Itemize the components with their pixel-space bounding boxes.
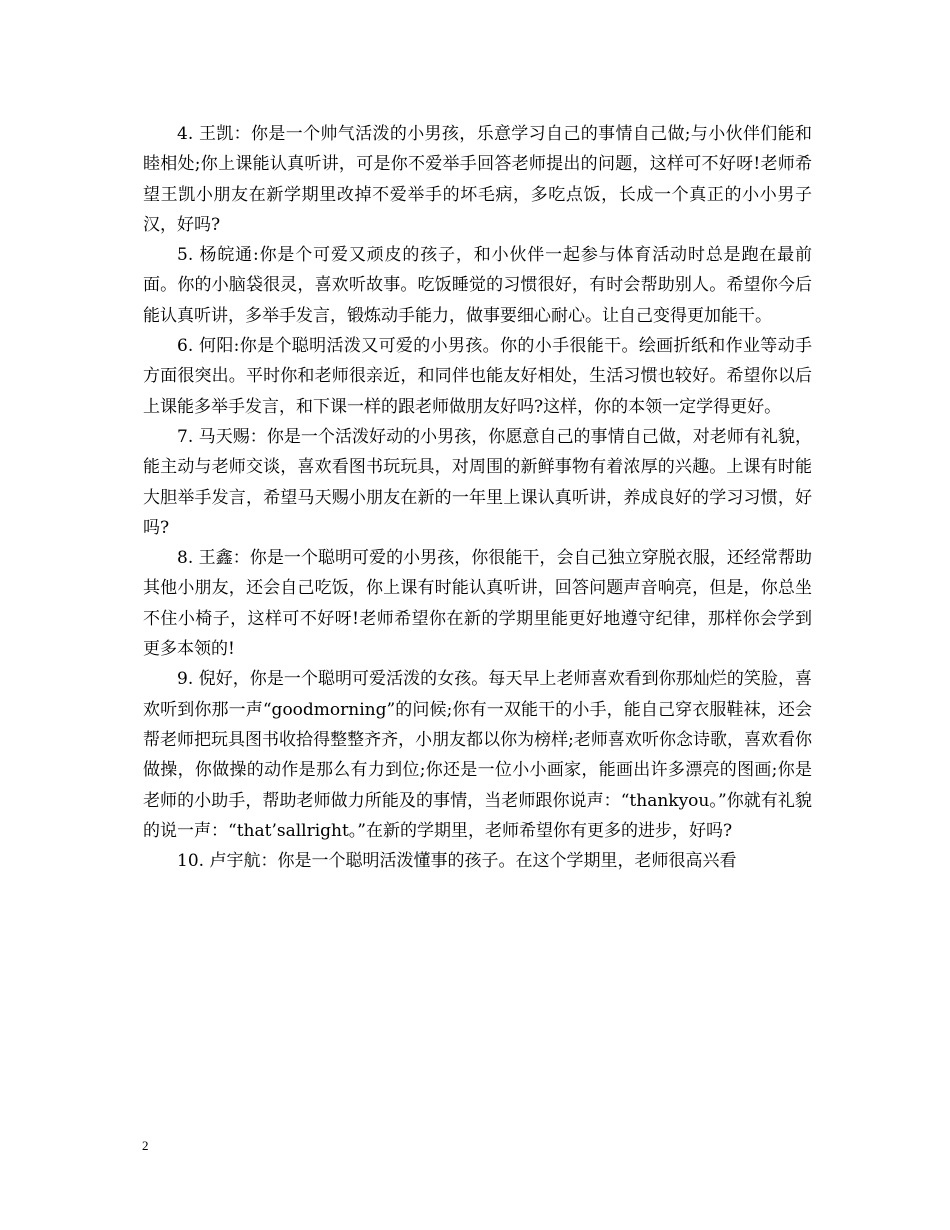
text-line: 7. 马天赐：你是一个活泼好动的小男孩，你愿意自己的事情自己做，对老师 (177, 426, 744, 447)
text-line: 可不好呀!老师希望王凯小朋友在新学期里改掉不爱举手的坏毛病，多吃点饭，长 (143, 154, 812, 205)
text-line: 亮，但是，你总坐不住小椅子，这样可不好呀!老师希望你在新的学期里能更好地 (143, 578, 813, 629)
page-number: 2 (142, 1138, 149, 1153)
text-line: 5. 杨皖通:你是个可爱又顽皮的孩子，和小伙伴一起参与体育活动时总是跑 (177, 245, 760, 266)
comment-paragraph-8 (143, 543, 812, 664)
text-line: 9. 倪好，你是一个聪明可爱活泼的女孩。每天早上老师喜欢看到你那灿烂的 (177, 669, 744, 690)
comment-paragraph-6 (143, 331, 812, 422)
text-line: 较好。希望你以后上课能多举手发言，和下课一样的跟老师做朋友好吗?这样，你 (143, 366, 813, 417)
text-line: 喜欢听你念诗歌，喜欢看你做操，你做操的动作是那么有力到位;你还是一位小小 (143, 729, 812, 781)
text-line: 6. 何阳:你是个聪明活泼又可爱的小男孩。你的小手很能干。绘画折纸和作 (177, 336, 743, 357)
text-line: 兴趣。上课有时能大胆举手发言，希望马天赐小朋友在新的一年里上课认真听讲， (143, 457, 813, 508)
text-line: 笑脸，喜欢听到你那一声“goodmorning”的问候;你有一双能干的小手，能自己 (143, 669, 813, 720)
comment-paragraph-10 (143, 846, 812, 876)
text-line: 有礼貌，能主动与老师交谈，喜欢看图书玩玩具，对周围的新鲜事物有着浓厚的 (143, 426, 813, 478)
text-line: 在新的学期里，老师希望你有更多的进步，好吗? (366, 820, 733, 841)
text-line: 4. 王凯：你是一个帅气活泼的小男孩，乐意学习自己的事情自己做;与小伙 (177, 124, 743, 144)
text-line: 穿衣服鞋袜，还会帮老师把玩具图书收拾得整整齐齐，小朋友都以你为榜样;老师 (143, 699, 813, 750)
document-body (143, 119, 812, 876)
text-line: 当老师跟你说声：“thankyou。”你就有礼貌的说一声：“that’sallright。” (143, 790, 812, 841)
text-line: 经常帮助其他小朋友，还会自己吃饭，你上课有时能认真听讲，回答问题声音响 (143, 548, 813, 599)
comment-paragraph-9 (143, 664, 812, 846)
text-line: 伴们能和睦相处;你上课能认真听讲，可是你不爱举手回答老师提出的问题，这样 (143, 124, 812, 175)
comment-paragraph-5 (143, 240, 812, 331)
comment-paragraph-4 (143, 119, 812, 240)
text-line: 在最前面。你的小脑袋很灵，喜欢听故事。吃饭睡觉的习惯很好，有时会帮助别 (143, 245, 812, 296)
comment-paragraph-7 (143, 422, 812, 543)
text-line: 遵守纪律，那样你会学到更多本领的! (143, 608, 813, 660)
text-line: 成一个真正的小小男子汉，好吗? (143, 184, 813, 235)
text-line: 人。希望你今后能认真听讲，多举手发言，锻炼动手能力，做事要细心耐心。让 (143, 275, 813, 326)
text-line: 业等动手方面很突出。平时你和老师很亲近，和同伴也能友好相处，生活习惯也 (143, 336, 812, 387)
text-line: 8. 王鑫：你是一个聪明可爱的小男孩，你很能干，会自己独立穿脱衣服，还 (177, 548, 744, 569)
text-line: 10. 卢宇航：你是一个聪明活泼懂事的孩子。在这个学期里，老师很高兴看 (177, 851, 737, 872)
text-line: 画家，能画出许多漂亮的图画;你是老师的小助手，帮助老师做力所能及的事情， (143, 760, 812, 811)
text-line: 自己变得更加能干。 (619, 305, 772, 326)
text-line: 养成良好的学习习惯，好吗? (143, 487, 813, 538)
text-line: 的本领一定学得更好。 (611, 396, 782, 417)
